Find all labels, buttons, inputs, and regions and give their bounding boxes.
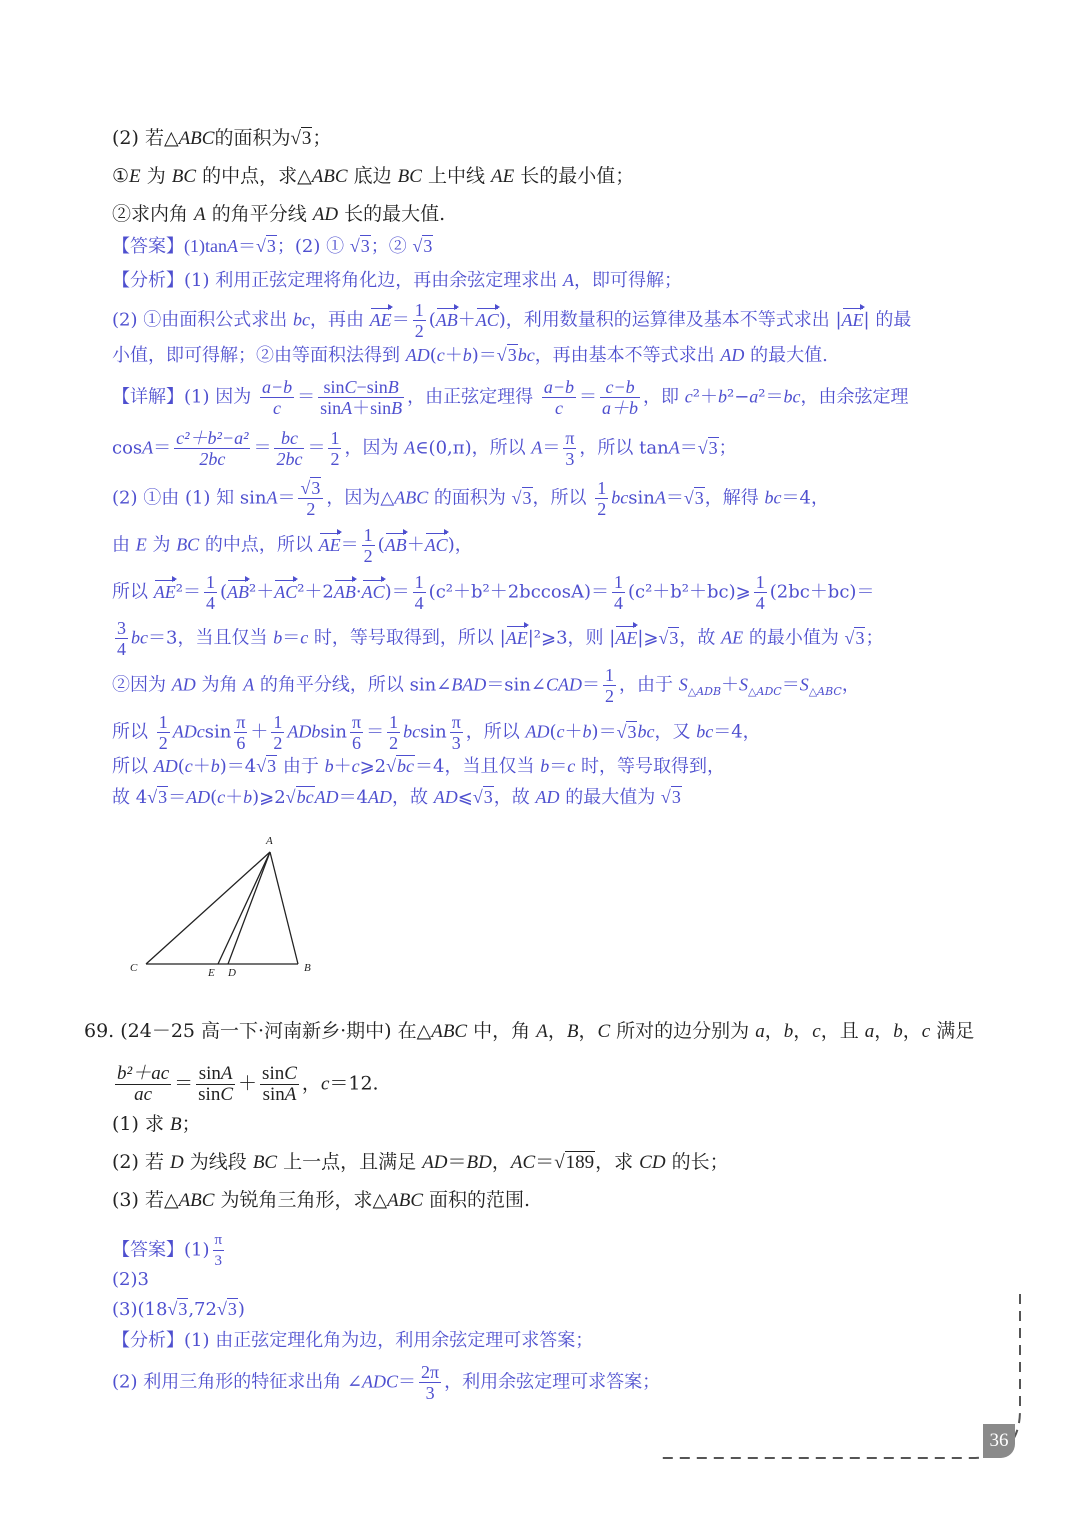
median-ae [218,852,270,964]
q68-analysis-2a: (2) ①由面积公式求出 bc，再由 AE＝ $\frac{1}{2}$ (AB＋AC)，利用数量积的运算律及基本不等式求出 |AE| 的最 [112,300,912,341]
q69-analysis-1: 【分析】(1) 由正弦定理化角为边，利用余弦定理可求答案； [112,1330,594,1351]
q69-q3: (3) 若△ABC 为锐角三角形，求△ABC 面积的范围. [112,1189,531,1211]
label-b: B [304,962,311,974]
q68-part2-1: ①E 为 BC 的中点，求△ABC 底边 BC 上中线 AE 长的最小值； [112,165,635,187]
q68-analysis-2b: 小值，即可得解；②由等面积法得到 AD(c＋b)＝√3bc，再由基本不等式求出 AD 的最大值. [112,345,828,366]
text: (2) 若△ [112,127,179,149]
detail-tag: 【详解】 [112,386,184,408]
q68-detail-8: 所以 $\frac{1}{2}$ ADcsin $\frac{\pi}{6}$ ＋ $\frac{1}{2}$ ADbsin $\frac{\pi}{6}$ ＝ $\frac{1}{2}$ bcsin $\frac{\pi}{3}$ ，所以 AD(c＋b)＝√3bc，又 bc＝4， [112,712,761,753]
label-e: E [208,967,215,979]
q68-detail-3: (2) ①由 (1) 知 sinA＝ $\frac{√3}{2}$ ，因为△ABC 的面积为 √3，所以 $\frac{1}{2}$ bcsinA＝√3，解得 bc＝4， [112,478,829,519]
answer-tag: 【答案】 [112,1239,184,1261]
q68-part2-2: ②求内角 A 的角平分线 AD 长的最大值. [112,203,446,225]
page-number: 36 [983,1424,1015,1458]
q68-detail-4: 由 E 为 BC 的中点，所以 AE＝ $\frac{1}{2}$ (AB＋AC)， [112,525,473,566]
q69-stem-1: 69. (24－25 高一下·河南新乡·期中) 在△ABC 中，角 A，B，C 所对的边分别为 a，b，c，且 a，b，c 满足 [84,1020,975,1042]
answer-2-text: (2)3 [112,1269,149,1290]
q68-detail-5: 所以 AE²＝ $\frac{1}{4}$ (AB²＋AC²＋2AB·AC)＝ $\frac{1}{4}$ (c²＋b²＋2bccosA)＝ $\frac{1}{4}$ (c²＋b²＋bc)⩾ $\frac{1}{4}$ (2bc＋bc)＝ [112,572,875,613]
q68-answer: 【答案】(1)tanA＝√3；(2) ① √3；② √3 [112,236,433,257]
analysis-tag: 【分析】 [112,1330,184,1351]
q68-detail-9: 所以 AD(c＋b)＝4√3 由于 b＋c⩾2√bc＝4，当且仅当 b＝c 时，等号取得到， [112,756,725,777]
bisector-ad [228,852,270,964]
answer-tag: 【答案】 [112,236,184,257]
q69-answer-2 [112,1267,149,1293]
q68-detail-2: cosA＝ $\frac{\text{c²＋b²−a²}}{2bc}$ ＝ $\frac{bc}{2bc}$ ＝ $\frac{1}{2}$ ，因为 A∈(0,π)，所以 A＝ $\frac{\pi}{3}$ ，所以 tanA＝√3； [112,428,737,469]
q68-detail-10: 故 4√3＝AD(c＋b)⩾2√bcAD＝4AD，故 AD⩽√3，故 AD 的最大值为 √3 [112,787,681,808]
q69-answer-1: 【答案】(1) $\frac{\pi}{3}$ [112,1232,223,1269]
triangle-figure [120,830,340,985]
side-ab [270,852,298,964]
q69-q1: (1) 求 B； [112,1113,201,1135]
q68-part2-title: (2) 若△ABC的面积为√3； [112,127,332,149]
analysis-tag: 【分析】 [112,270,184,291]
q68-detail-6: $\frac{3}{4}$ bc＝3，当且仅当 b＝c 时，等号取得到，所以 |AE|²⩾3，则 |AE|⩾√3，故 AE 的最小值为 √3； [117,618,884,659]
page-corner-dashes [650,1290,1030,1470]
q69-q2: (2) 若 D 为线段 BC 上一点，且满足 AD＝BD，AC＝√189，求 CD 的长； [112,1151,729,1173]
q68-detail-7: ②因为 AD 为角 A 的角平分线，所以 sin∠BAD＝sin∠CAD＝ $\frac{1}{2}$ ，由于 $S_{\triangle ADB}+S_{\triangle ADC}=S_{\triangle ABC}$， [112,665,860,706]
q69-analysis-2: (2) 利用三角形的特征求出角 ∠ADC＝ $\frac{2\pi}{3}$ ，利用余弦定理可求答案； [112,1362,661,1403]
side-ca [146,852,270,964]
q69-answer-3: (3)(18√3,72√3) [112,1299,245,1320]
q68-detail-1: 【详解】(1) 因为 $\frac{a-b}{c}$ ＝ $\frac{\sin C-\sin B}{\sin A+\sin B}$ ，由正弦定理得 $\frac{a-b}{c}$ ＝ $\frac{c-b}{a+b}$ ，即 c²＋b²−a²＝bc，由余弦定理 [112,377,909,418]
label-a: A [266,835,273,847]
label-c: C [130,962,138,974]
q69-stem-2: $\frac{\text{b²＋ac}}{ac}$ ＝ $\frac{\sin A}{\sin C}$ ＋ $\frac{\sin C}{\sin A}$ ，c＝12. [117,1063,379,1105]
label-d: D [228,967,236,979]
q68-analysis-1: 【分析】(1) 利用正弦定理将角化边，再由余弦定理求出 A，即可得解； [112,270,682,291]
